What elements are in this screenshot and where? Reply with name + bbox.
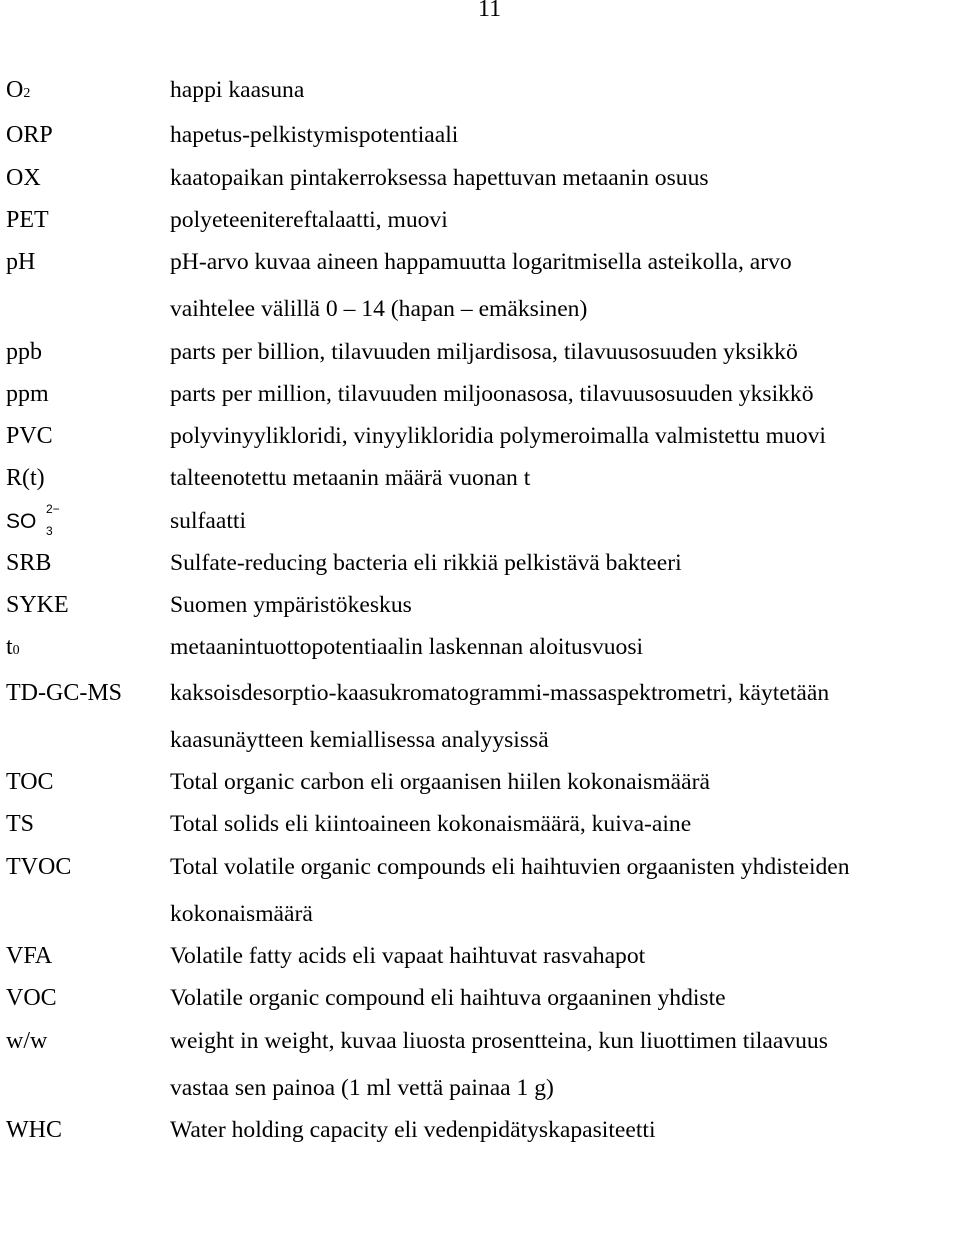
term-text: TOC bbox=[6, 769, 54, 795]
term-text: SRB bbox=[6, 549, 52, 576]
term-text: SYKE bbox=[6, 592, 69, 618]
abbreviation-definition bbox=[170, 455, 960, 502]
abbreviation-row bbox=[0, 764, 960, 806]
definition-line: polyvinyylikloridi, vinyylikloridia polymeroimalla valmistettu muovi bbox=[170, 423, 826, 449]
formula-charge: 2− bbox=[46, 501, 60, 516]
abbreviation-definition bbox=[170, 1018, 960, 1113]
abbreviation-term bbox=[0, 1018, 170, 1065]
definition-line: Suomen ympäristökeskus bbox=[170, 592, 412, 618]
abbreviation-definition bbox=[170, 1107, 960, 1154]
term-text: VOC bbox=[6, 985, 57, 1012]
definition-line: parts per million, tilavuuden miljoonasosa, tilavuusosuuden yksikkö bbox=[170, 380, 814, 407]
term-subscript: 0 bbox=[12, 643, 20, 659]
definition-line: metaanintuottopotentiaalin laskennan aloitusvuosi bbox=[170, 634, 644, 661]
abbreviation-definition bbox=[170, 413, 960, 460]
abbreviation-definition bbox=[170, 540, 960, 587]
term-text: TVOC bbox=[6, 853, 72, 880]
abbreviation-term bbox=[0, 624, 170, 674]
sulfate-formula bbox=[6, 498, 60, 545]
definition-line: kaasunäytteen kemiallisessa analyysissä bbox=[170, 726, 549, 753]
abbreviation-term bbox=[0, 329, 170, 376]
page-number: 11 bbox=[478, 0, 502, 22]
abbreviation-row bbox=[0, 160, 960, 202]
abbreviation-definition bbox=[170, 844, 960, 939]
abbreviation-term bbox=[0, 67, 170, 117]
abbreviation-definition bbox=[170, 329, 960, 376]
formula-subscript: 3 bbox=[46, 523, 53, 538]
definition-line: pH-arvo kuvaa aineen happamuutta logaritmisella asteikolla, arvo bbox=[170, 249, 792, 275]
definition-line: weight in weight, kuvaa liuosta prosentteina, kun liuottimen tilaavuus bbox=[170, 1027, 828, 1054]
term-text: R(t) bbox=[6, 465, 45, 492]
definition-line: happi kaasuna bbox=[170, 77, 305, 103]
term-text: TS bbox=[6, 811, 35, 838]
abbreviation-definition bbox=[170, 67, 960, 114]
term-text: O bbox=[6, 77, 24, 103]
term-text: PVC bbox=[6, 423, 53, 449]
term-text: VFA bbox=[6, 943, 53, 969]
abbreviation-definition bbox=[170, 371, 960, 418]
term-text: TD-GC-MS bbox=[6, 679, 123, 706]
definition-line: kokonaismäärä bbox=[170, 900, 313, 927]
term-text: pH bbox=[6, 249, 36, 275]
definition-line: Sulfate-reducing bacteria eli rikkiä pelkistävä bakteeri bbox=[170, 549, 682, 576]
abbreviation-term bbox=[0, 801, 170, 848]
definition-line: polyeteenitereftalaatti, muovi bbox=[170, 206, 448, 233]
abbreviation-row bbox=[0, 980, 960, 1022]
term-text: WHC bbox=[6, 1117, 62, 1143]
abbreviation-row bbox=[0, 72, 960, 117]
abbreviation-list bbox=[0, 72, 960, 1154]
abbreviation-definition bbox=[170, 933, 960, 980]
abbreviation-definition bbox=[170, 624, 960, 671]
term-text: ppm bbox=[6, 380, 49, 407]
abbreviation-term bbox=[0, 112, 170, 159]
abbreviation-definition bbox=[170, 670, 960, 765]
abbreviation-row bbox=[0, 806, 960, 848]
abbreviation-definition bbox=[170, 197, 960, 244]
abbreviation-term bbox=[0, 455, 170, 502]
abbreviation-definition bbox=[170, 239, 960, 334]
abbreviation-definition bbox=[170, 759, 960, 806]
formula-base: SO bbox=[6, 509, 37, 533]
abbreviation-row bbox=[0, 675, 960, 765]
abbreviation-row bbox=[0, 938, 960, 980]
definition-line: talteenotettu metaanin määrä vuonan t bbox=[170, 465, 531, 492]
abbreviation-term bbox=[0, 498, 170, 545]
abbreviation-row bbox=[0, 1112, 960, 1154]
definition-line: vaihtelee välillä 0 – 14 (hapan – emäksinen) bbox=[170, 296, 588, 323]
abbreviation-row bbox=[0, 545, 960, 587]
definition-line: Water holding capacity eli vedenpidätyskapasiteetti bbox=[170, 1117, 656, 1143]
term-subscript: 2 bbox=[23, 86, 31, 101]
definition-line: hapetus-pelkistymispotentiaali bbox=[170, 122, 459, 149]
abbreviation-row bbox=[0, 587, 960, 629]
abbreviation-definition bbox=[170, 975, 960, 1022]
definition-line: kaatopaikan pintakerroksessa hapettuvan metaanin osuus bbox=[170, 164, 709, 191]
term-text: ORP bbox=[6, 122, 53, 149]
term-text: PET bbox=[6, 206, 49, 233]
abbreviation-term bbox=[0, 975, 170, 1022]
term-text: OX bbox=[6, 164, 41, 191]
abbreviation-row bbox=[0, 376, 960, 418]
abbreviation-term bbox=[0, 413, 170, 460]
definition-line: Volatile fatty acids eli vapaat haihtuvat rasvahapot bbox=[170, 943, 646, 969]
abbreviation-term bbox=[0, 197, 170, 244]
abbreviation-definition bbox=[170, 582, 960, 629]
abbreviation-term bbox=[0, 371, 170, 418]
abbreviation-definition bbox=[170, 155, 960, 202]
abbreviation-term bbox=[0, 582, 170, 629]
abbreviation-definition bbox=[170, 112, 960, 159]
abbreviation-row bbox=[0, 202, 960, 244]
abbreviation-row bbox=[0, 629, 960, 674]
abbreviation-term bbox=[0, 844, 170, 891]
abbreviation-term bbox=[0, 759, 170, 806]
abbreviation-term bbox=[0, 155, 170, 202]
abbreviation-term bbox=[0, 670, 170, 717]
abbreviation-term bbox=[0, 239, 170, 286]
term-text: w/w bbox=[6, 1027, 48, 1054]
abbreviation-row bbox=[0, 334, 960, 376]
definition-line: kaksoisdesorptio-kaasukromatogrammi-massaspektrometri, käytetään bbox=[170, 679, 830, 706]
abbreviation-row bbox=[0, 244, 960, 334]
definition-line: Total volatile organic compounds eli haihtuvien orgaanisten yhdisteiden bbox=[170, 853, 850, 880]
definition-line: Total solids eli kiintoaineen kokonaismäärä, kuiva-aine bbox=[170, 811, 692, 838]
definition-line: Volatile organic compound eli haihtuva orgaaninen yhdiste bbox=[170, 985, 726, 1012]
abbreviation-definition bbox=[170, 498, 960, 545]
abbreviation-row bbox=[0, 418, 960, 460]
definition-line: parts per billion, tilavuuden miljardisosa, tilavuusosuuden yksikkö bbox=[170, 338, 798, 365]
abbreviation-term bbox=[0, 540, 170, 587]
abbreviation-row bbox=[0, 460, 960, 502]
definition-line: vastaa sen painoa (1 ml vettä painaa 1 g) bbox=[170, 1074, 554, 1101]
abbreviation-row bbox=[0, 1023, 960, 1113]
abbreviation-row bbox=[0, 849, 960, 939]
abbreviation-row bbox=[0, 117, 960, 159]
definition-line: sulfaatti bbox=[170, 507, 246, 534]
abbreviation-row bbox=[0, 503, 960, 545]
abbreviation-term bbox=[0, 933, 170, 980]
term-text: ppb bbox=[6, 338, 42, 365]
term-text: t bbox=[6, 634, 13, 661]
definition-line: Total organic carbon eli orgaanisen hiilen kokonaismäärä bbox=[170, 769, 710, 795]
abbreviation-term bbox=[0, 1107, 170, 1154]
abbreviation-definition bbox=[170, 801, 960, 848]
